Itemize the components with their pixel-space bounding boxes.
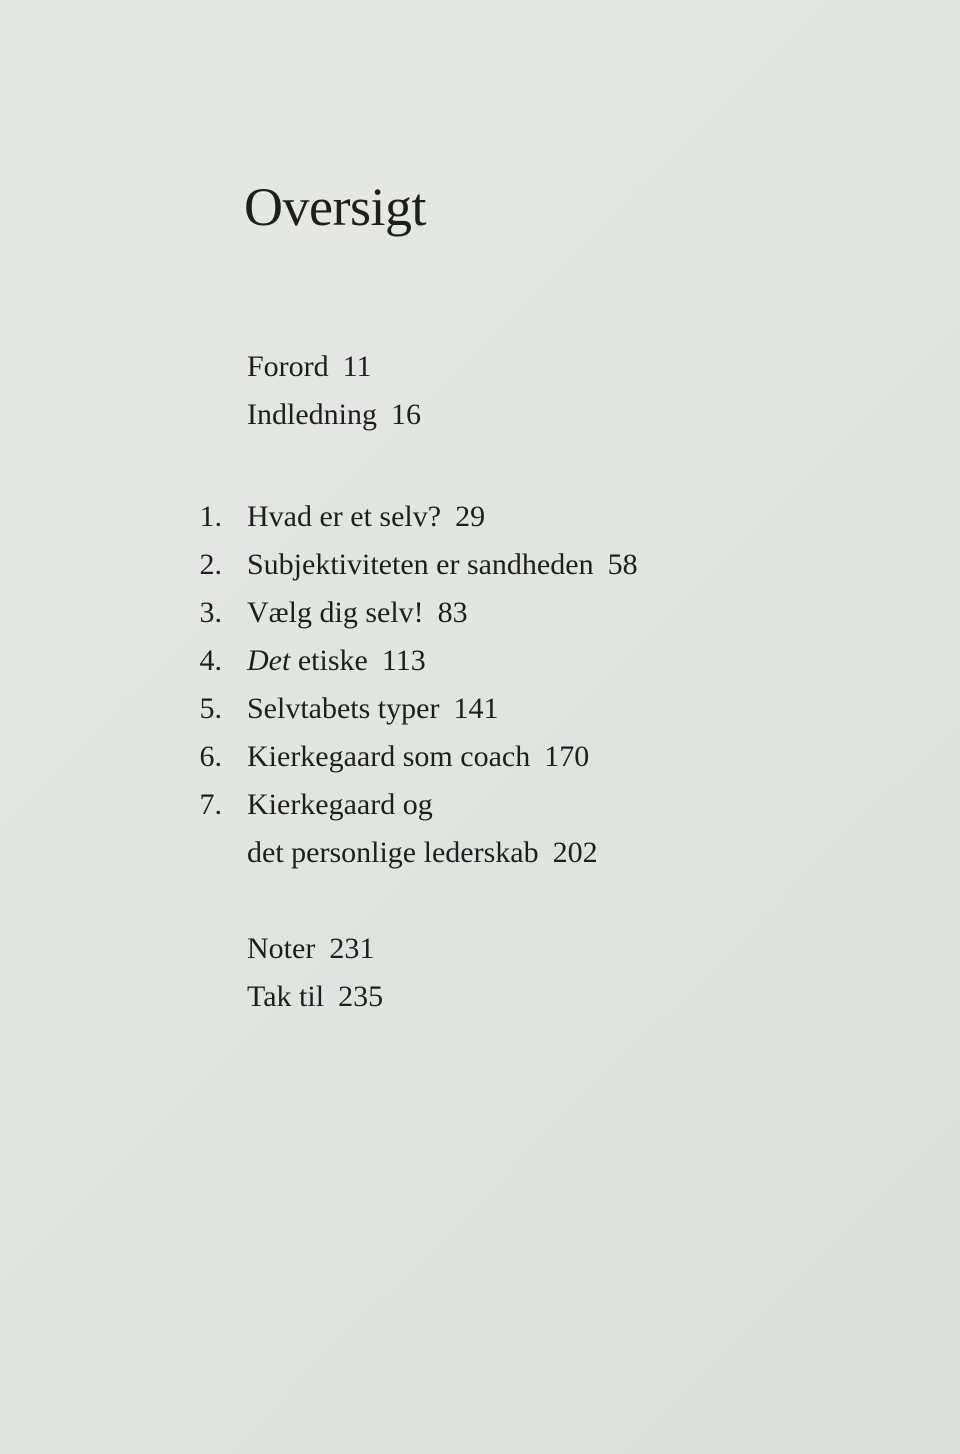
chapter-number: 6. xyxy=(199,740,222,773)
entry-label-italic: Det xyxy=(247,644,291,677)
entry-page: 58 xyxy=(607,548,638,581)
entry-label: Vælg dig selv! xyxy=(247,596,424,629)
entry-page: 11 xyxy=(342,350,372,383)
entry-label: Tak til xyxy=(247,980,325,1013)
toc-entry-tak-til xyxy=(247,980,383,1014)
toc-entry-chapter-1 xyxy=(247,500,485,534)
toc-entry-chapter-7 xyxy=(247,788,433,822)
entry-page: 113 xyxy=(381,644,426,677)
toc-entry-chapter-7-cont xyxy=(247,836,598,870)
entry-label: Kierkegaard og xyxy=(247,788,433,821)
toc-entry-chapter-6 xyxy=(247,740,589,774)
chapter-number: 5. xyxy=(199,692,222,725)
toc-entry-chapter-5 xyxy=(247,692,498,726)
entry-label: Hvad er et selv? xyxy=(247,500,442,533)
toc-entry-chapter-4 xyxy=(247,644,426,678)
entry-page: 141 xyxy=(453,692,499,725)
entry-page: 231 xyxy=(329,932,375,965)
toc-entry-noter xyxy=(247,932,374,966)
entry-page: 170 xyxy=(544,740,590,773)
entry-label: etiske xyxy=(297,644,368,677)
page-title: Oversigt xyxy=(244,177,426,237)
entry-label: Selvtabets typer xyxy=(247,692,440,725)
entry-label: Noter xyxy=(247,932,316,965)
chapter-number: 1. xyxy=(199,500,222,533)
chapter-number: 2. xyxy=(199,548,222,581)
entry-label: det personlige lederskab xyxy=(247,836,539,869)
toc-entry-chapter-3 xyxy=(247,596,468,630)
toc-entry-chapter-2 xyxy=(247,548,638,582)
entry-label: Subjektiviteten er sandheden xyxy=(247,548,594,581)
entry-page: 16 xyxy=(390,398,421,431)
toc-entry-forord xyxy=(247,350,372,384)
entry-label: Kierkegaard som coach xyxy=(247,740,531,773)
entry-page: 29 xyxy=(455,500,486,533)
entry-page: 202 xyxy=(552,836,598,869)
entry-label: Forord xyxy=(247,350,329,383)
chapter-number: 4. xyxy=(199,644,222,677)
chapter-number: 7. xyxy=(199,788,222,821)
chapter-number: 3. xyxy=(199,596,222,629)
entry-page: 235 xyxy=(338,980,384,1013)
entry-label: Indledning xyxy=(247,398,377,431)
toc-entry-indledning xyxy=(247,398,421,432)
entry-page: 83 xyxy=(437,596,468,629)
